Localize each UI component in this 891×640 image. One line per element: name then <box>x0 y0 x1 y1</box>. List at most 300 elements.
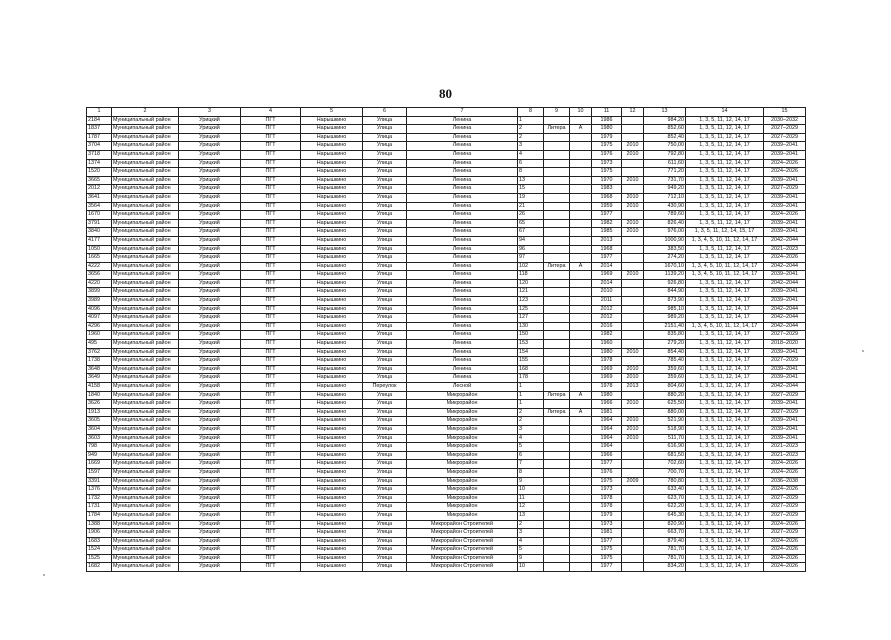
table-cell: 2024–2026 <box>764 546 806 555</box>
table-cell: Улица <box>363 529 407 538</box>
table-cell: 2 <box>518 133 544 142</box>
table-row <box>87 331 806 340</box>
table-cell: Урицкий <box>179 357 241 366</box>
table-cell: Микрорайон Строителей <box>407 546 518 555</box>
table-cell: ПГТ <box>241 477 301 486</box>
table-cell: Ленина <box>407 185 518 194</box>
table-cell: Нарышкино <box>301 279 363 288</box>
table-cell: Ленина <box>407 159 518 168</box>
table-cell: Муниципальный район <box>112 563 179 572</box>
table-cell: 1975 <box>592 168 622 177</box>
table-cell: Муниципальный район <box>112 460 179 469</box>
table-cell: Урицкий <box>179 443 241 452</box>
table-cell: 2 <box>518 417 544 426</box>
table-cell: Микрорайон <box>407 400 518 409</box>
table-cell: 2039–2041 <box>764 193 806 202</box>
table-cell: 1, 3, 5, 11, 12, 14, 17 <box>686 159 764 168</box>
table-cell: Ленина <box>407 262 518 271</box>
table-cell: Нарышкино <box>301 434 363 443</box>
table-cell <box>544 254 570 263</box>
table-cell: 178 <box>518 374 544 383</box>
table-cell: 1980 <box>592 125 622 134</box>
table-cell: Улица <box>363 486 407 495</box>
table-cell: ПГТ <box>241 408 301 417</box>
table-cell: Улица <box>363 142 407 151</box>
table-cell: 1, 3, 5, 11, 12, 14, 17 <box>686 537 764 546</box>
table-cell: Улица <box>363 443 407 452</box>
table-cell: 1, 3, 5, 11, 12, 14, 17 <box>686 348 764 357</box>
table-cell: ПГТ <box>241 168 301 177</box>
table-cell: Нарышкино <box>301 159 363 168</box>
table-cell: 1981 <box>592 529 622 538</box>
table-cell: 1670,10 <box>644 262 686 271</box>
table-cell: 11 <box>518 494 544 503</box>
table-cell: 1, 3, 5, 11, 12, 14, 17 <box>686 417 764 426</box>
table-cell <box>544 228 570 237</box>
table-cell: 984,20 <box>644 116 686 125</box>
table-cell: Урицкий <box>179 554 241 563</box>
table-cell: 852,60 <box>644 125 686 134</box>
table-cell: 2010 <box>622 271 644 280</box>
table-cell: Урицкий <box>179 150 241 159</box>
table-cell <box>570 185 592 194</box>
table-cell: 130 <box>518 322 544 331</box>
table-cell: Муниципальный район <box>112 486 179 495</box>
table-cell: Нарышкино <box>301 546 363 555</box>
table-cell: 120 <box>518 279 544 288</box>
table-cell: 2039–2041 <box>764 365 806 374</box>
table-cell: Урицкий <box>179 279 241 288</box>
table-cell: Урицкий <box>179 202 241 211</box>
table-cell <box>570 288 592 297</box>
table-cell: ПГТ <box>241 451 301 460</box>
table-cell: 1, 3, 5, 11, 12, 14, 17 <box>686 468 764 477</box>
table-cell <box>622 451 644 460</box>
table-cell: 1970 <box>592 176 622 185</box>
table-cell: 1, 3, 5, 11, 12, 14, 17 <box>686 520 764 529</box>
table-cell: Муниципальный район <box>112 443 179 452</box>
table-cell: ПГТ <box>241 142 301 151</box>
table-cell <box>544 133 570 142</box>
table-row <box>87 443 806 452</box>
table-cell: 1784 <box>87 511 112 520</box>
table-cell: 1959 <box>592 202 622 211</box>
table-cell: 1, 3, 5, 11, 12, 14, 17 <box>686 503 764 512</box>
table-cell: 780,80 <box>644 477 686 486</box>
table-cell: 4220 <box>87 279 112 288</box>
table-row <box>87 254 806 263</box>
table-cell: 798 <box>87 443 112 452</box>
table-cell: 2039–2041 <box>764 228 806 237</box>
table-cell: Урицкий <box>179 468 241 477</box>
table-cell: ПГТ <box>241 262 301 271</box>
table-cell: Муниципальный район <box>112 150 179 159</box>
table-cell <box>544 460 570 469</box>
table-cell: Урицкий <box>179 391 241 400</box>
table-cell: 2016 <box>592 322 622 331</box>
table-row <box>87 554 806 563</box>
table-cell <box>570 279 592 288</box>
table-cell: 2024–2026 <box>764 563 806 572</box>
table-cell: 844,90 <box>644 288 686 297</box>
table-cell <box>622 305 644 314</box>
table-cell: 2012 <box>592 314 622 323</box>
table-cell: Муниципальный район <box>112 228 179 237</box>
table-cell <box>544 142 570 151</box>
table-cell: Урицкий <box>179 271 241 280</box>
table-cell: Улица <box>363 288 407 297</box>
table-cell: ПГТ <box>241 520 301 529</box>
table-cell: ПГТ <box>241 150 301 159</box>
table-cell: Нарышкино <box>301 400 363 409</box>
table-cell: Улица <box>363 563 407 572</box>
column-number: 1 <box>87 108 112 117</box>
table-cell: Улица <box>363 150 407 159</box>
table-cell <box>570 305 592 314</box>
table-row <box>87 503 806 512</box>
table-cell <box>570 400 592 409</box>
table-cell <box>622 254 644 263</box>
table-cell: Ленина <box>407 279 518 288</box>
table-cell: Нарышкино <box>301 486 363 495</box>
table-cell: Урицкий <box>179 236 241 245</box>
table-row <box>87 348 806 357</box>
table-cell: 1524 <box>87 546 112 555</box>
table-cell <box>570 211 592 220</box>
table-cell: 4 <box>518 537 544 546</box>
table-cell: 3 <box>518 529 544 538</box>
table-cell: Урицкий <box>179 486 241 495</box>
table-cell: 1913 <box>87 408 112 417</box>
table-cell: 1000,90 <box>644 236 686 245</box>
table-cell <box>544 383 570 392</box>
table-cell: 2027–2029 <box>764 511 806 520</box>
table-cell: Улица <box>363 262 407 271</box>
table-cell: 2039–2041 <box>764 434 806 443</box>
table-cell <box>544 563 570 572</box>
table-row <box>87 408 806 417</box>
table-cell: 2013 <box>622 383 644 392</box>
table-cell: 1, 3, 5, 11, 12, 14, 17 <box>686 168 764 177</box>
table-cell: Муниципальный район <box>112 133 179 142</box>
table-cell <box>570 460 592 469</box>
table-cell: Нарышкино <box>301 168 363 177</box>
table-cell: Муниципальный район <box>112 288 179 297</box>
table-cell: 2027–2029 <box>764 125 806 134</box>
table-cell <box>622 520 644 529</box>
table-cell: 2010 <box>622 228 644 237</box>
table-cell: Нарышкино <box>301 563 363 572</box>
table-cell <box>622 468 644 477</box>
table-cell: Муниципальный район <box>112 520 179 529</box>
table-row <box>87 468 806 477</box>
table-cell <box>544 211 570 220</box>
table-cell: 750,00 <box>644 142 686 151</box>
table-cell: Ленина <box>407 176 518 185</box>
table-cell <box>544 340 570 349</box>
table-cell: 1, 3, 5, 11, 12, 14, 17 <box>686 529 764 538</box>
table-cell: 1, 3, 5, 11, 12, 14, 17 <box>686 554 764 563</box>
table-cell <box>570 193 592 202</box>
table-cell: Ленина <box>407 297 518 306</box>
table-cell: 645,30 <box>644 511 686 520</box>
table-cell <box>622 537 644 546</box>
table-cell: Улица <box>363 254 407 263</box>
table-row <box>87 245 806 254</box>
table-cell: Нарышкино <box>301 408 363 417</box>
table-cell: 2010 <box>622 425 644 434</box>
scan-speck <box>862 350 864 352</box>
table-cell <box>570 563 592 572</box>
table-cell: 1, 3, 5, 11, 12, 14, 17 <box>686 408 764 417</box>
table-cell: Нарышкино <box>301 133 363 142</box>
table-cell: Микрорайон Строителей <box>407 563 518 572</box>
table-cell: Муниципальный район <box>112 503 179 512</box>
table-cell: 3603 <box>87 434 112 443</box>
table-cell: Муниципальный район <box>112 314 179 323</box>
table-cell: Лесной <box>407 383 518 392</box>
table-cell: 633,40 <box>644 486 686 495</box>
table-row <box>87 314 806 323</box>
table-cell: 274,20 <box>644 254 686 263</box>
table-cell: 2039–2041 <box>764 150 806 159</box>
table-cell <box>544 546 570 555</box>
table-cell: 2027–2029 <box>764 185 806 194</box>
table-cell: 1, 3, 5, 11, 12, 14, 17 <box>686 245 764 254</box>
table-cell: 3649 <box>87 374 112 383</box>
table-cell: 835,80 <box>644 331 686 340</box>
table-cell: 1, 3, 5, 11, 12, 14, 17 <box>686 494 764 503</box>
table-cell <box>544 357 570 366</box>
table-cell: Урицкий <box>179 185 241 194</box>
table-cell: 879,40 <box>644 537 686 546</box>
column-number: 7 <box>407 108 518 117</box>
table-cell: 804,60 <box>644 383 686 392</box>
table-cell <box>570 322 592 331</box>
table-cell: ПГТ <box>241 322 301 331</box>
table-cell: Муниципальный район <box>112 168 179 177</box>
table-cell: Урицкий <box>179 133 241 142</box>
table-cell: Урицкий <box>179 400 241 409</box>
table-cell: Урицкий <box>179 546 241 555</box>
table-cell <box>570 529 592 538</box>
table-row <box>87 305 806 314</box>
table-cell: Улица <box>363 245 407 254</box>
table-cell: Улица <box>363 322 407 331</box>
table-cell: А <box>570 408 592 417</box>
table-cell <box>570 417 592 426</box>
table-cell: 873,90 <box>644 297 686 306</box>
table-cell <box>544 176 570 185</box>
table-cell: 1906 <box>87 529 112 538</box>
table-cell: 1978 <box>592 494 622 503</box>
table-cell <box>622 460 644 469</box>
table-cell: 2042–2044 <box>764 262 806 271</box>
table-cell: 1977 <box>592 537 622 546</box>
table-cell: 2010 <box>622 374 644 383</box>
table-cell: 518,90 <box>644 425 686 434</box>
table-cell: 781,70 <box>644 546 686 555</box>
table-cell: Нарышкино <box>301 503 363 512</box>
table-cell: Нарышкино <box>301 529 363 538</box>
table-cell: 1, 3, 5, 11, 12, 14, 17 <box>686 254 764 263</box>
table-cell: 125 <box>518 305 544 314</box>
table-cell: 10 <box>518 563 544 572</box>
table-cell: Урицкий <box>179 340 241 349</box>
table-cell: ПГТ <box>241 288 301 297</box>
table-cell: 1980 <box>592 348 622 357</box>
table-cell <box>570 554 592 563</box>
table-cell <box>544 236 570 245</box>
table-cell <box>622 391 644 400</box>
table-cell <box>622 546 644 555</box>
table-cell: Улица <box>363 391 407 400</box>
table-cell: 359,60 <box>644 374 686 383</box>
table-cell: Улица <box>363 468 407 477</box>
table-cell: 926,80 <box>644 279 686 288</box>
table-cell: ПГТ <box>241 297 301 306</box>
table-cell: ПГТ <box>241 116 301 125</box>
table-cell: Нарышкино <box>301 340 363 349</box>
table-cell: ПГТ <box>241 468 301 477</box>
table-cell: Улица <box>363 236 407 245</box>
table-cell: Ленина <box>407 314 518 323</box>
table-cell: Ленина <box>407 254 518 263</box>
table-cell <box>544 374 570 383</box>
table-cell: 1982 <box>592 219 622 228</box>
table-cell: Муниципальный район <box>112 254 179 263</box>
table-row <box>87 185 806 194</box>
table-cell: Нарышкино <box>301 554 363 563</box>
table-cell: 623,70 <box>644 494 686 503</box>
table-cell: Ленина <box>407 357 518 366</box>
table-cell: Литера <box>544 391 570 400</box>
table-cell: 1969 <box>592 374 622 383</box>
table-row <box>87 365 806 374</box>
table-cell: 8 <box>518 468 544 477</box>
table-cell: 2027–2029 <box>764 408 806 417</box>
table-cell: 1, 3, 5, 11, 12, 14, 17 <box>686 383 764 392</box>
table-cell: Муниципальный район <box>112 529 179 538</box>
table-cell: Ленина <box>407 305 518 314</box>
table-row <box>87 460 806 469</box>
table-cell <box>622 125 644 134</box>
table-cell <box>570 451 592 460</box>
table-cell: 1840 <box>87 391 112 400</box>
table-cell: Улица <box>363 305 407 314</box>
table-cell: 2039–2041 <box>764 425 806 434</box>
table-cell: ПГТ <box>241 219 301 228</box>
table-cell: 383,50 <box>644 245 686 254</box>
table-cell: Переулок <box>363 383 407 392</box>
table-cell: 702,60 <box>644 460 686 469</box>
table-cell: 4 <box>518 150 544 159</box>
table-cell: Ленина <box>407 125 518 134</box>
table-cell: Урицкий <box>179 331 241 340</box>
table-cell: 3791 <box>87 219 112 228</box>
table-cell: 2039–2041 <box>764 271 806 280</box>
table-cell: 1979 <box>592 511 622 520</box>
table-cell: 1, 3, 5, 11, 12, 14, 17 <box>686 125 764 134</box>
column-number: 10 <box>570 108 592 117</box>
table-cell <box>570 331 592 340</box>
table-row <box>87 202 806 211</box>
table-cell: 1731 <box>87 503 112 512</box>
table-cell <box>570 503 592 512</box>
column-number: 8 <box>518 108 544 117</box>
table-cell <box>544 520 570 529</box>
table-cell: ПГТ <box>241 271 301 280</box>
table-cell: ПГТ <box>241 374 301 383</box>
table-cell: Нарышкино <box>301 537 363 546</box>
table-cell: Урицкий <box>179 434 241 443</box>
table-cell: 1837 <box>87 125 112 134</box>
table-cell: Улица <box>363 219 407 228</box>
table-cell: ПГТ <box>241 486 301 495</box>
table-cell: 2012 <box>87 185 112 194</box>
table-cell: 1139,20 <box>644 271 686 280</box>
table-cell: 1979 <box>592 133 622 142</box>
table-cell: 1 <box>518 383 544 392</box>
table-cell: 1, 3, 5, 11, 12, 14, 17 <box>686 443 764 452</box>
table-cell: Урицкий <box>179 511 241 520</box>
table-cell: 2039–2041 <box>764 202 806 211</box>
table-cell <box>544 477 570 486</box>
table-cell: Нарышкино <box>301 193 363 202</box>
table-row <box>87 477 806 486</box>
table-cell: 2042–2044 <box>764 305 806 314</box>
table-cell: 2024–2026 <box>764 159 806 168</box>
table-cell: 1978 <box>592 503 622 512</box>
table-cell <box>544 314 570 323</box>
table-cell: Нарышкино <box>301 125 363 134</box>
table-cell: ПГТ <box>241 357 301 366</box>
table-cell: ПГТ <box>241 185 301 194</box>
table-cell: Микрорайон <box>407 408 518 417</box>
table-cell: 430,90 <box>644 202 686 211</box>
table-cell: Муниципальный район <box>112 331 179 340</box>
table-cell: Улица <box>363 511 407 520</box>
table-cell: Улица <box>363 537 407 546</box>
table-row <box>87 434 806 443</box>
table-cell: 2024–2026 <box>764 468 806 477</box>
table-cell: ПГТ <box>241 202 301 211</box>
table-cell <box>622 331 644 340</box>
column-number: 2 <box>112 108 179 117</box>
table-cell: 2010 <box>622 202 644 211</box>
table-cell: 1973 <box>592 486 622 495</box>
table-cell: ПГТ <box>241 305 301 314</box>
table-cell: 2027–2029 <box>764 529 806 538</box>
table-cell <box>570 176 592 185</box>
table-cell: 2010 <box>622 400 644 409</box>
table-cell: 1982 <box>592 331 622 340</box>
table-cell <box>544 193 570 202</box>
table-cell: 1, 3, 5, 11, 12, 14, 17 <box>686 400 764 409</box>
table-cell: Нарышкино <box>301 425 363 434</box>
table-cell: 3762 <box>87 348 112 357</box>
table-cell: Микрорайон <box>407 451 518 460</box>
table-cell: 1985 <box>592 228 622 237</box>
table-cell: Нарышкино <box>301 331 363 340</box>
table-cell: 2018–2020 <box>764 340 806 349</box>
table-cell: ПГТ <box>241 254 301 263</box>
table-cell <box>622 288 644 297</box>
table-cell: Урицкий <box>179 125 241 134</box>
table-cell <box>570 365 592 374</box>
column-number: 12 <box>622 108 644 117</box>
table-cell <box>544 511 570 520</box>
